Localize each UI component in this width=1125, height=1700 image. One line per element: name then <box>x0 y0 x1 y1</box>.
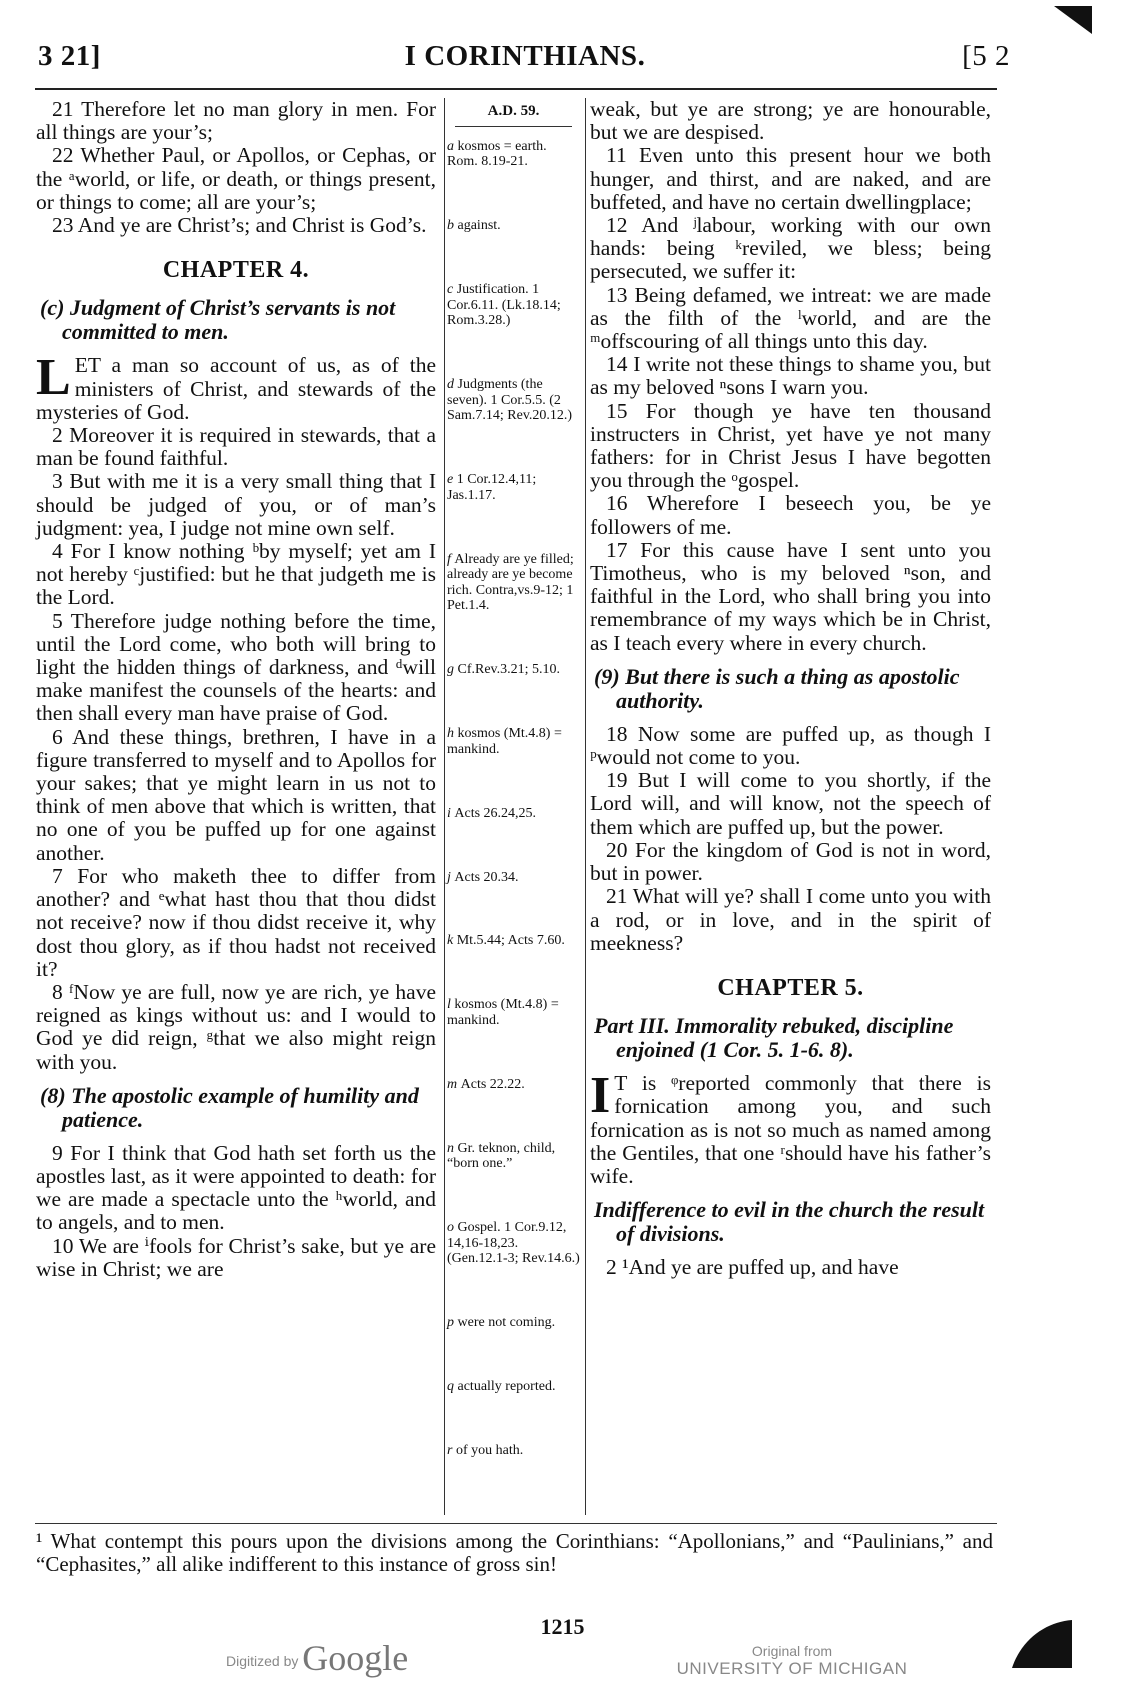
reference-note-letter: r <box>447 1443 456 1459</box>
reference-note-e <box>447 472 580 503</box>
date-label: A.D. 59. <box>455 104 572 127</box>
verse-5-1 <box>590 1067 991 1188</box>
verse-4-20: 20 For the kingdom of God is not in word, but in power. <box>590 837 991 886</box>
reference-note-letter: q <box>447 1379 458 1395</box>
verse-3-23: 23 And ye are Christ’s; and Christ is God’s. <box>52 213 427 238</box>
column-divider-left <box>444 98 445 1515</box>
subheading-indifference: Indifference to evil in the church the result of divisions. <box>594 1197 985 1247</box>
section-heading-9: (9) But there is such a thing as apostolic authority. <box>594 663 960 713</box>
chapter-4-heading: CHAPTER 4. <box>162 257 310 284</box>
verse-4-2: 2 Moreover it is required in stewards, that a man be found faithful. <box>36 423 436 471</box>
verse-4-10: 10 We are ⁱfools for Christ’s sake, but ye are wise in Christ; we are <box>36 1233 436 1281</box>
reference-note-letter: n <box>447 1140 458 1156</box>
verse-4-1-text: ET a man so account of us, as of the ministers of Christ, and stewards of the mysteries of God. <box>36 353 436 424</box>
verse-4-11: 11 Even unto this present hour we both hunger, and thirst, and are naked, and are buffeted, and have no certain dwellingplace; <box>590 143 991 214</box>
reference-note-j <box>447 870 580 886</box>
verse-4-5: 5 Therefore judge nothing before the time, until the Lord come, who both will bring to light the hidden things of darkness, and ᵈwill make manifest the counsels of the hearts: and then shall every man have praise of God. <box>36 608 436 726</box>
reference-note-p <box>447 1315 580 1331</box>
footnote-rule <box>35 1523 997 1524</box>
reference-note-k <box>447 933 580 949</box>
reference-note-g <box>447 662 580 678</box>
verse-4-18: 18 Now some are puffed up, as though I ᵖwould not come to you. <box>590 721 991 770</box>
reference-note-n <box>447 1141 580 1172</box>
reference-note-d <box>447 377 580 424</box>
corner-fold-top-right <box>1054 6 1094 36</box>
reference-note-q <box>447 1379 580 1395</box>
running-head-left: 3 21] <box>38 40 101 72</box>
reference-note-text: Acts 20.34. <box>454 869 519 885</box>
verse-4-6: 6 And these things, brethren, I have in a figure transferred to myself and to Apollos for your sakes; that ye might learn in us not to think of men above that which is written, that no one of you be puffed up for one against another. <box>36 724 436 865</box>
left-text-column <box>36 98 436 1281</box>
footnote: ¹ What contempt this pours upon the divisions among the Corinthians: “Apollonians,” and “Paulinians,” and “Cephasites,” all alike indifferent to this instance of gross sin! <box>36 1529 993 1576</box>
verse-4-4: 4 For I know nothing ᵇby myself; yet am I not hereby ᶜjustified: but he that judgeth me is the Lord. <box>36 539 436 610</box>
corner-shadow-bottom-right <box>1012 1618 1072 1668</box>
reference-note-text: Already are ye filled; already are ye become rich. Contra,vs.9-12; 1 Pet.1.4. <box>447 551 574 614</box>
reference-note-text: Justification. 1 Cor.6.11. (Lk.18.14; Rom.3.28.) <box>447 281 561 329</box>
reference-note-text: Gr. teknon, child, “born one.” <box>447 1140 556 1172</box>
reference-note-text: 1 Cor.12.4,11; Jas.1.17. <box>447 472 537 503</box>
google-logo: Google <box>302 1638 409 1678</box>
reference-note-letter: a <box>447 138 458 154</box>
verse-5-2: 2 ¹And ye are puffed up, and have <box>606 1255 899 1280</box>
reference-note-h <box>447 726 580 757</box>
reference-note-r <box>447 1443 580 1459</box>
source-watermark <box>672 1643 912 1679</box>
verse-5-1-text: T is ᵠreported commonly that there is fornication among you, and such fornication as is not so much as named among the Gentiles, that one ʳshould have his father’s wife. <box>590 1071 991 1188</box>
reference-note-o <box>447 1220 580 1267</box>
verse-4-21: 21 What will ye? shall I come unto you with a rod, or in love, and in the spirit of meekness? <box>590 884 991 955</box>
drop-cap-l: L <box>36 349 71 407</box>
verse-3-21: 21 Therefore let no man glory in men. For all things are your’s; <box>36 97 436 145</box>
verse-4-3: 3 But with me it is a very small thing that I should be judged of you, or of man’s judgment: yea, I judge not mine own self. <box>36 469 436 540</box>
verse-4-17: 17 For this cause have I sent unto you Timotheus, who is my beloved ⁿson, and faithful in the Lord, who shall bring you into remembrance of my ways which be in Christ, as I teach every where in every church. <box>590 537 991 655</box>
verse-4-9: 9 For I think that God hath set forth us the apostles last, as it were appointed to death: for we are made a spectacle unto the ʰworld, and to angels, and to men. <box>36 1140 436 1235</box>
reference-note-l <box>447 997 580 1028</box>
running-head-title: I CORINTHIANS. <box>404 40 646 72</box>
reference-note-text: against. <box>457 218 501 234</box>
reference-note-text: of you hath. <box>455 1443 524 1459</box>
university-label: UNIVERSITY OF MICHIGAN <box>676 1659 908 1678</box>
verse-4-8: 8 ᶠNow ye are full, now ye are rich, ye have reigned as kings without us: and I would to God ye did reign, ᵍthat we also might reign with you. <box>36 979 436 1074</box>
reference-note-i <box>447 806 580 822</box>
page-number: 1215 <box>540 1614 585 1639</box>
reference-notes-list <box>447 139 580 1459</box>
reference-note-letter: l <box>447 997 455 1013</box>
digitized-watermark <box>226 1637 408 1679</box>
reference-note-text: kosmos (Mt.4.8) = mankind. <box>447 997 559 1028</box>
verse-4-14: 14 I write not these things to shame you, but as my beloved ⁿsons I warn you. <box>590 352 991 400</box>
reference-note-text: Judgments (the seven). 1 Cor.5.5. (2 Sam.7.14; Rev.20.12.) <box>447 377 573 424</box>
reference-note-letter: p <box>447 1315 458 1331</box>
reference-note-letter: g <box>447 662 458 678</box>
running-head-right: [5 2 <box>962 40 1010 72</box>
chapter-5-heading: CHAPTER 5. <box>717 974 864 1001</box>
reference-note-letter: f <box>447 551 455 567</box>
reference-note-text: were not coming. <box>457 1315 556 1331</box>
digitized-label: Digitized by <box>226 1653 299 1669</box>
reference-note-text: kosmos (Mt.4.8) = mankind. <box>447 726 562 757</box>
verse-4-10-continued: weak, but ye are strong; ye are honourable, but we are despised. <box>590 97 991 145</box>
verse-4-19: 19 But I will come to you shortly, if the Lord will, and will know, not the speech of them which are puffed up, but the power. <box>590 768 991 839</box>
right-text-column <box>590 98 991 1279</box>
reference-note-letter: b <box>447 218 458 234</box>
reference-note-text: Mt.5.44; Acts 7.60. <box>456 933 565 949</box>
reference-note-c <box>447 282 580 329</box>
reference-note-a <box>447 139 580 170</box>
section-heading-8: (8) The apostolic example of humility and patience. <box>40 1082 419 1132</box>
reference-note-b <box>447 218 580 234</box>
verse-4-16: 16 Wherefore I beseech you, be ye followers of me. <box>590 491 991 539</box>
verse-4-12: 12 And ʲlabour, working with our own hands: being ᵏreviled, we bless; being persecuted, we suffer it: <box>590 213 991 284</box>
reference-note-text: Acts 22.22. <box>460 1076 525 1092</box>
column-divider-right <box>585 98 586 1515</box>
reference-note-letter: c <box>447 281 457 297</box>
reference-note-f <box>447 552 580 614</box>
reference-note-m <box>447 1077 580 1093</box>
header-rule <box>35 88 997 90</box>
verse-4-1 <box>36 349 436 424</box>
reference-note-text: kosmos = earth. Rom. 8.19-21. <box>447 138 547 170</box>
verse-4-7: 7 For who maketh thee to differ from another? and ᵉwhat hast thou that thou didst not receive? now if thou didst receive it, why dost thou glory, as if thou hadst not received it? <box>36 863 436 981</box>
verse-4-15: 15 For though ye have ten thousand instructers in Christ, yet have ye not many fathers: for in Christ Jesus I have begotten you through the ᵒgospel. <box>590 398 991 493</box>
verse-3-22: 22 Whether Paul, or Apollos, or Cephas, or the ᵃworld, or life, or death, or things present, or things to come; all are your’s; <box>36 143 436 214</box>
original-from-label: Original from <box>751 1643 833 1659</box>
section-heading-c: (c) Judgment of Christ’s servants is not committed to men. <box>40 295 396 345</box>
reference-note-letter: i <box>447 805 455 821</box>
reference-note-text: Acts 26.24,25. <box>454 805 537 821</box>
drop-cap-i: I <box>590 1067 611 1125</box>
reference-note-text: actually reported. <box>457 1379 556 1395</box>
reference-note-text: Gospel. 1 Cor.9.12, 14,16-18,23. (Gen.12.1-3; Rev.14.6.) <box>447 1220 580 1267</box>
reference-note-letter: h <box>447 726 458 742</box>
reference-note-text: Cf.Rev.3.21; 5.10. <box>457 662 561 678</box>
reference-note-letter: j <box>447 869 455 885</box>
reference-note-letter: e <box>447 472 457 488</box>
reference-note-letter: d <box>447 377 458 393</box>
reference-note-letter: k <box>447 933 457 949</box>
reference-note-letter: o <box>447 1220 458 1236</box>
reference-note-letter: m <box>447 1076 461 1092</box>
verse-4-13: 13 Being defamed, we intreat: we are made as the filth of the ˡworld, and are the ᵐoffscouring of all things unto this day. <box>590 282 991 354</box>
margin-references-column <box>447 98 580 1507</box>
part-3-heading: Part III. Immorality rebuked, discipline enjoined (1 Cor. 5. 1-6. 8). <box>594 1013 954 1063</box>
